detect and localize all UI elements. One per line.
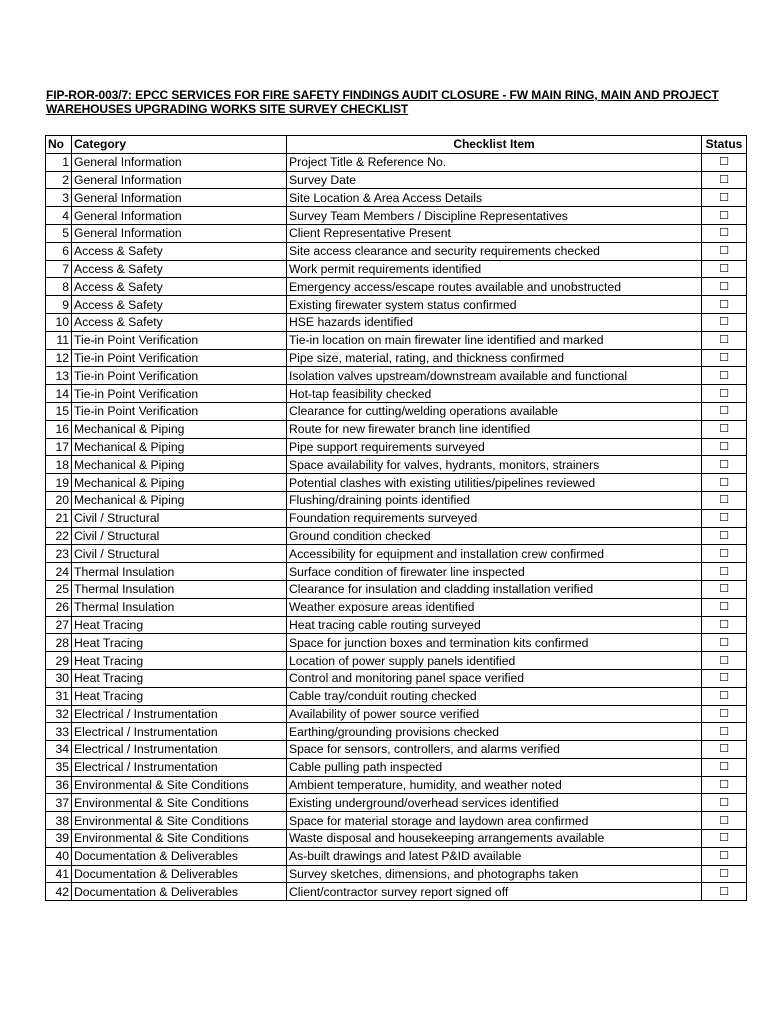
row-number: 30 — [46, 669, 72, 687]
row-number: 16 — [46, 420, 72, 438]
row-number: 14 — [46, 385, 72, 403]
row-category: Civil / Structural — [72, 527, 287, 545]
table-row — [46, 616, 747, 634]
table-row — [46, 563, 747, 581]
row-checklist-item: Ambient temperature, humidity, and weather noted — [287, 776, 702, 794]
status-checkbox[interactable]: ☐ — [702, 509, 747, 527]
row-checklist-item: Client Representative Present — [287, 224, 702, 242]
header-checklist-item: Checklist Item — [287, 136, 702, 154]
status-checkbox[interactable]: ☐ — [702, 260, 747, 278]
row-category: Thermal Insulation — [72, 580, 287, 598]
status-checkbox[interactable]: ☐ — [702, 634, 747, 652]
status-checkbox[interactable]: ☐ — [702, 794, 747, 812]
row-number: 6 — [46, 242, 72, 260]
row-category: Tie-in Point Verification — [72, 402, 287, 420]
row-category: General Information — [72, 189, 287, 207]
row-number: 34 — [46, 741, 72, 759]
row-number: 41 — [46, 865, 72, 883]
row-category: Heat Tracing — [72, 634, 287, 652]
row-category: Access & Safety — [72, 278, 287, 296]
row-checklist-item: Survey Team Members / Discipline Representatives — [287, 207, 702, 225]
table-row — [46, 527, 747, 545]
row-checklist-item: Route for new firewater branch line identified — [287, 420, 702, 438]
row-number: 37 — [46, 794, 72, 812]
row-number: 7 — [46, 260, 72, 278]
row-category: Documentation & Deliverables — [72, 883, 287, 901]
status-checkbox[interactable]: ☐ — [702, 669, 747, 687]
row-checklist-item: Ground condition checked — [287, 527, 702, 545]
row-category: General Information — [72, 207, 287, 225]
row-checklist-item: Weather exposure areas identified — [287, 598, 702, 616]
row-checklist-item: Control and monitoring panel space verified — [287, 669, 702, 687]
table-row — [46, 171, 747, 189]
row-checklist-item: Availability of power source verified — [287, 705, 702, 723]
table-row — [46, 456, 747, 474]
table-row — [46, 331, 747, 349]
row-category: Environmental & Site Conditions — [72, 794, 287, 812]
row-category: Access & Safety — [72, 260, 287, 278]
row-category: Environmental & Site Conditions — [72, 776, 287, 794]
status-checkbox[interactable]: ☐ — [702, 331, 747, 349]
status-checkbox[interactable]: ☐ — [702, 830, 747, 848]
row-checklist-item: Client/contractor survey report signed off — [287, 883, 702, 901]
row-category: General Information — [72, 153, 287, 171]
status-checkbox[interactable]: ☐ — [702, 865, 747, 883]
row-checklist-item: Flushing/draining points identified — [287, 491, 702, 509]
row-number: 40 — [46, 847, 72, 865]
table-row — [46, 385, 747, 403]
table-row — [46, 509, 747, 527]
row-number: 27 — [46, 616, 72, 634]
row-category: Mechanical & Piping — [72, 456, 287, 474]
row-number: 17 — [46, 438, 72, 456]
status-checkbox[interactable]: ☐ — [702, 189, 747, 207]
row-checklist-item: Pipe size, material, rating, and thickness confirmed — [287, 349, 702, 367]
row-category: Tie-in Point Verification — [72, 385, 287, 403]
row-category: Mechanical & Piping — [72, 420, 287, 438]
row-number: 11 — [46, 331, 72, 349]
status-checkbox[interactable]: ☐ — [702, 812, 747, 830]
row-checklist-item: Earthing/grounding provisions checked — [287, 723, 702, 741]
table-row — [46, 402, 747, 420]
row-category: Mechanical & Piping — [72, 474, 287, 492]
status-checkbox[interactable]: ☐ — [702, 278, 747, 296]
row-category: General Information — [72, 224, 287, 242]
row-category: Access & Safety — [72, 313, 287, 331]
table-row — [46, 634, 747, 652]
survey-checklist-table — [45, 135, 747, 901]
row-number: 33 — [46, 723, 72, 741]
status-checkbox[interactable]: ☐ — [702, 580, 747, 598]
row-number: 42 — [46, 883, 72, 901]
status-checkbox[interactable]: ☐ — [702, 491, 747, 509]
row-checklist-item: Location of power supply panels identified — [287, 652, 702, 670]
table-row — [46, 847, 747, 865]
status-checkbox[interactable]: ☐ — [702, 171, 747, 189]
table-row — [46, 313, 747, 331]
row-category: Tie-in Point Verification — [72, 349, 287, 367]
row-checklist-item: Clearance for cutting/welding operations available — [287, 402, 702, 420]
row-checklist-item: Space for junction boxes and termination kits confirmed — [287, 634, 702, 652]
row-checklist-item: Existing underground/overhead services identified — [287, 794, 702, 812]
row-checklist-item: Space availability for valves, hydrants, monitors, strainers — [287, 456, 702, 474]
table-row — [46, 207, 747, 225]
row-category: Electrical / Instrumentation — [72, 741, 287, 759]
table-row — [46, 545, 747, 563]
row-category: Mechanical & Piping — [72, 491, 287, 509]
row-number: 1 — [46, 153, 72, 171]
table-row — [46, 669, 747, 687]
table-row — [46, 189, 747, 207]
row-checklist-item: Cable tray/conduit routing checked — [287, 687, 702, 705]
row-number: 31 — [46, 687, 72, 705]
status-checkbox[interactable]: ☐ — [702, 527, 747, 545]
table-row — [46, 776, 747, 794]
row-checklist-item: Foundation requirements surveyed — [287, 509, 702, 527]
row-number: 15 — [46, 402, 72, 420]
status-checkbox[interactable]: ☐ — [702, 224, 747, 242]
row-checklist-item: Space for material storage and laydown area confirmed — [287, 812, 702, 830]
status-checkbox[interactable]: ☐ — [702, 758, 747, 776]
row-number: 5 — [46, 224, 72, 242]
table-header-row — [46, 136, 747, 154]
row-number: 19 — [46, 474, 72, 492]
row-number: 35 — [46, 758, 72, 776]
row-checklist-item: Accessibility for equipment and installation crew confirmed — [287, 545, 702, 563]
row-category: Access & Safety — [72, 296, 287, 314]
row-checklist-item: Clearance for insulation and cladding installation verified — [287, 580, 702, 598]
status-checkbox[interactable]: ☐ — [702, 545, 747, 563]
status-checkbox[interactable]: ☐ — [702, 563, 747, 581]
row-checklist-item: Survey sketches, dimensions, and photographs taken — [287, 865, 702, 883]
row-checklist-item: Emergency access/escape routes available and unobstructed — [287, 278, 702, 296]
row-checklist-item: Work permit requirements identified — [287, 260, 702, 278]
status-checkbox[interactable]: ☐ — [702, 705, 747, 723]
row-number: 23 — [46, 545, 72, 563]
table-row — [46, 687, 747, 705]
row-category: Documentation & Deliverables — [72, 847, 287, 865]
status-checkbox[interactable]: ☐ — [702, 349, 747, 367]
status-checkbox[interactable]: ☐ — [702, 242, 747, 260]
checklist-body — [46, 153, 747, 900]
row-checklist-item: Isolation valves upstream/downstream available and functional — [287, 367, 702, 385]
header-status: Status — [702, 136, 747, 154]
table-row — [46, 491, 747, 509]
row-number: 32 — [46, 705, 72, 723]
row-checklist-item: Site Location & Area Access Details — [287, 189, 702, 207]
row-checklist-item: As-built drawings and latest P&ID available — [287, 847, 702, 865]
status-checkbox[interactable]: ☐ — [702, 153, 747, 171]
row-number: 29 — [46, 652, 72, 670]
status-checkbox[interactable]: ☐ — [702, 296, 747, 314]
row-category: Electrical / Instrumentation — [72, 705, 287, 723]
row-category: Access & Safety — [72, 242, 287, 260]
row-category: Civil / Structural — [72, 509, 287, 527]
document-title: FIP-ROR-003/7: EPCC SERVICES FOR FIRE SAFETY FINDINGS AUDIT CLOSURE - FW MAIN RING, MAIN AND PROJECT WAREHOUSES UPGRADING WORKS SITE SURVEY CHECKLIST — [46, 88, 719, 116]
row-category: Thermal Insulation — [72, 598, 287, 616]
row-number: 8 — [46, 278, 72, 296]
table-row — [46, 794, 747, 812]
row-number: 12 — [46, 349, 72, 367]
row-category: General Information — [72, 171, 287, 189]
row-number: 36 — [46, 776, 72, 794]
table-row — [46, 741, 747, 759]
row-checklist-item: Tie-in location on main firewater line identified and marked — [287, 331, 702, 349]
row-number: 3 — [46, 189, 72, 207]
table-row — [46, 153, 747, 171]
table-row — [46, 652, 747, 670]
row-number: 10 — [46, 313, 72, 331]
status-checkbox[interactable]: ☐ — [702, 420, 747, 438]
row-checklist-item: Heat tracing cable routing surveyed — [287, 616, 702, 634]
row-number: 39 — [46, 830, 72, 848]
table-row — [46, 865, 747, 883]
table-row — [46, 705, 747, 723]
row-checklist-item: Cable pulling path inspected — [287, 758, 702, 776]
table-row — [46, 296, 747, 314]
table-row — [46, 349, 747, 367]
status-checkbox[interactable]: ☐ — [702, 652, 747, 670]
row-number: 13 — [46, 367, 72, 385]
row-number: 4 — [46, 207, 72, 225]
row-category: Environmental & Site Conditions — [72, 812, 287, 830]
status-checkbox[interactable]: ☐ — [702, 687, 747, 705]
row-checklist-item: Surface condition of firewater line inspected — [287, 563, 702, 581]
table-row — [46, 242, 747, 260]
row-category: Heat Tracing — [72, 652, 287, 670]
table-row — [46, 580, 747, 598]
table-row — [46, 474, 747, 492]
row-checklist-item: HSE hazards identified — [287, 313, 702, 331]
row-checklist-item: Hot-tap feasibility checked — [287, 385, 702, 403]
status-checkbox[interactable]: ☐ — [702, 883, 747, 901]
table-row — [46, 420, 747, 438]
row-category: Heat Tracing — [72, 687, 287, 705]
row-number: 24 — [46, 563, 72, 581]
row-checklist-item: Site access clearance and security requirements checked — [287, 242, 702, 260]
status-checkbox[interactable]: ☐ — [702, 776, 747, 794]
row-checklist-item: Waste disposal and housekeeping arrangements available — [287, 830, 702, 848]
table-row — [46, 812, 747, 830]
row-category: Heat Tracing — [72, 616, 287, 634]
row-checklist-item: Potential clashes with existing utilities/pipelines reviewed — [287, 474, 702, 492]
row-number: 18 — [46, 456, 72, 474]
status-checkbox[interactable]: ☐ — [702, 402, 747, 420]
row-category: Civil / Structural — [72, 545, 287, 563]
status-checkbox[interactable]: ☐ — [702, 313, 747, 331]
status-checkbox[interactable]: ☐ — [702, 598, 747, 616]
table-row — [46, 830, 747, 848]
row-category: Thermal Insulation — [72, 563, 287, 581]
row-category: Electrical / Instrumentation — [72, 723, 287, 741]
table-row — [46, 224, 747, 242]
row-category: Tie-in Point Verification — [72, 331, 287, 349]
row-number: 21 — [46, 509, 72, 527]
status-checkbox[interactable]: ☐ — [702, 207, 747, 225]
row-number: 22 — [46, 527, 72, 545]
row-category: Electrical / Instrumentation — [72, 758, 287, 776]
row-number: 9 — [46, 296, 72, 314]
table-row — [46, 260, 747, 278]
status-checkbox[interactable]: ☐ — [702, 741, 747, 759]
header-category: Category — [72, 136, 287, 154]
status-checkbox[interactable]: ☐ — [702, 847, 747, 865]
status-checkbox[interactable]: ☐ — [702, 385, 747, 403]
table-row — [46, 598, 747, 616]
row-category: Tie-in Point Verification — [72, 367, 287, 385]
row-category: Mechanical & Piping — [72, 438, 287, 456]
row-category: Heat Tracing — [72, 669, 287, 687]
table-row — [46, 278, 747, 296]
table-row — [46, 883, 747, 901]
row-checklist-item: Space for sensors, controllers, and alarms verified — [287, 741, 702, 759]
status-checkbox[interactable]: ☐ — [702, 474, 747, 492]
row-category: Environmental & Site Conditions — [72, 830, 287, 848]
row-checklist-item: Project Title & Reference No. — [287, 153, 702, 171]
row-checklist-item: Survey Date — [287, 171, 702, 189]
row-checklist-item: Existing firewater system status confirmed — [287, 296, 702, 314]
row-number: 20 — [46, 491, 72, 509]
row-category: Documentation & Deliverables — [72, 865, 287, 883]
row-number: 38 — [46, 812, 72, 830]
status-checkbox[interactable]: ☐ — [702, 367, 747, 385]
row-number: 25 — [46, 580, 72, 598]
row-number: 2 — [46, 171, 72, 189]
table-row — [46, 758, 747, 776]
row-checklist-item: Pipe support requirements surveyed — [287, 438, 702, 456]
row-number: 28 — [46, 634, 72, 652]
status-checkbox[interactable]: ☐ — [702, 456, 747, 474]
table-row — [46, 438, 747, 456]
status-checkbox[interactable]: ☐ — [702, 438, 747, 456]
status-checkbox[interactable]: ☐ — [702, 616, 747, 634]
status-checkbox[interactable]: ☐ — [702, 723, 747, 741]
table-row — [46, 723, 747, 741]
table-row — [46, 367, 747, 385]
row-number: 26 — [46, 598, 72, 616]
header-no: No — [46, 136, 72, 154]
